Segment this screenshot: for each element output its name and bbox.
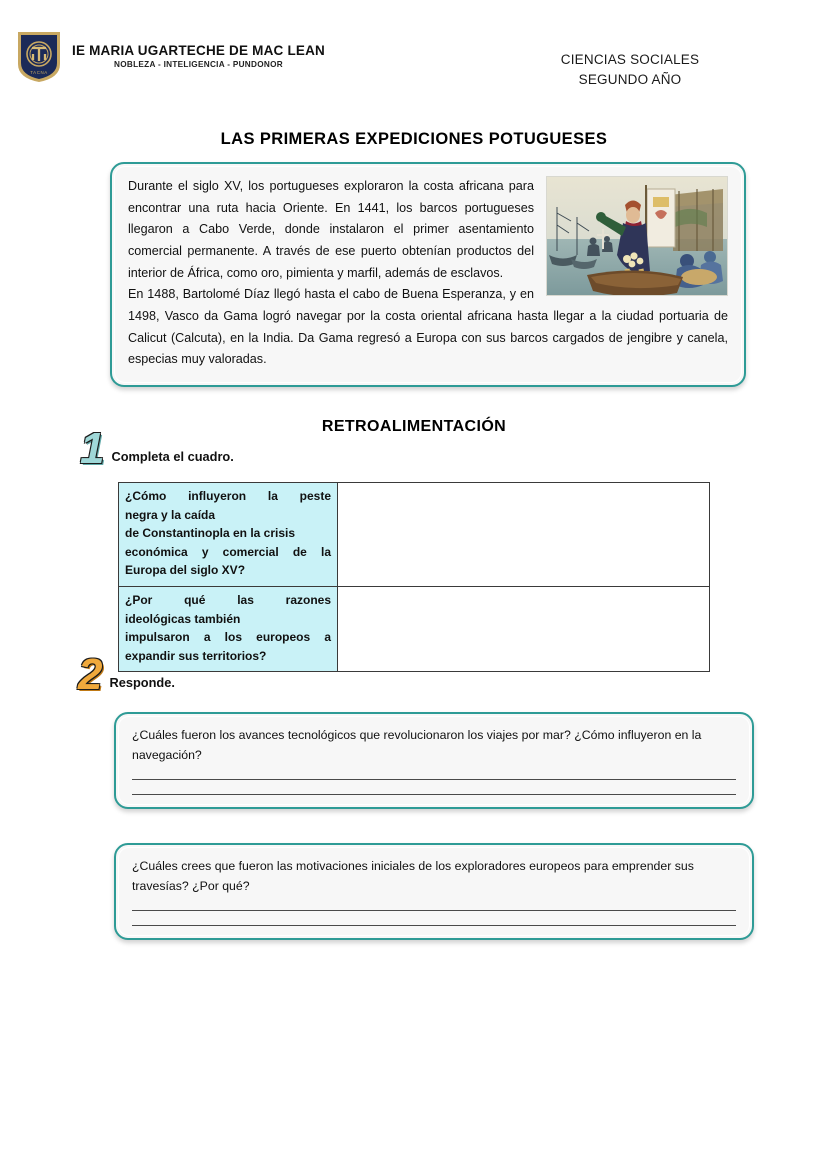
explorer-illustration-image [546,176,728,296]
open-question-box-1 [114,712,754,809]
reading-paragraph-2: En 1488, Bartolomé Díaz llegó hasta el cabo de Buena Esperanza, y en 1498, Vasco da Gama logró navegar por la costa oriental africana hasta llegar a la ciudad portuaria de Calicut (Calcuta), en la India. Da Gama regresó a Europa con sus barcos cargados de jengibre y canela, especias muy valoradas. [128,287,728,367]
school-name: IE MARIA UGARTECHE DE MAC LEAN [72,42,326,58]
reading-paragraph-1: Durante el siglo XV, los portugueses exploraron la costa africana para encontrar una ruta hacia Oriente. En 1441, los barcos portugueses llegaron a Cabo Verde, donde instalaron el primer asentamiento comercial permanente. A través de ese puerto obtenían productos del interior de África, como oro, pimienta y marfil, además de esclavos. [128,179,534,280]
open-question-prompt-2: ¿Cuáles crees que fueron las motivaciones iniciales de los exploradores europeos para emprender sus travesías? ¿Por qué? [132,859,694,893]
page-title: LAS PRIMERAS EXPEDICIONES POTUGUESES [220,130,608,148]
question-2-line-2: ideológicas también [125,611,241,626]
question-1-line-4: económica y comercial de la [125,544,331,559]
question-2-line-1: ¿Por qué las razones [125,592,331,607]
school-motto: NOBLEZA - INTELIGENCIA - PUNDONOR [114,60,283,70]
fill-in-table [118,482,710,672]
question-2-line-3: impulsaron a los europeos a [125,630,331,645]
step-2-number-badge: 2 [78,650,102,699]
open-question-box-2 [114,843,754,940]
answer-line-2a[interactable] [132,910,736,911]
answer-line-1b[interactable] [132,794,736,795]
course-info [470,50,790,89]
question-1-line-5: Europa del siglo XV? [125,563,246,578]
open-question-prompt-1: ¿Cuáles fueron los avances tecnológicos que revolucionaron los viajes por mar? ¿Cómo influyeron en la navegación? [132,728,702,762]
table-row [119,586,710,671]
table-answer-cell-2[interactable] [338,586,710,671]
svg-text:TACNA: TACNA [30,70,48,75]
question-2-line-4: expandir sus territorios? [125,648,267,663]
table-answer-cell-1[interactable] [338,483,710,587]
answer-line-1a[interactable] [132,779,736,780]
question-1-line-2: negra y la caída [125,507,216,522]
step-2-label: Responde. [109,675,175,691]
question-1-line-1: ¿Cómo influyeron la peste [125,489,331,503]
step-1-number-badge: 1 [80,424,104,473]
question-1-line-3: de Constantinopla en la crisis [125,526,296,541]
school-branding [14,28,325,84]
feedback-heading: RETROALIMENTACIÓN [321,418,507,435]
step-1-label: Completa el cuadro. [111,449,234,465]
step-2-marker [78,650,175,699]
course-grade: SEGUNDO AÑO [578,71,682,87]
step-1-marker [80,424,234,473]
course-subject: CIENCIAS SOCIALES [560,52,700,67]
table-row [119,483,710,587]
table-question-cell-1 [119,483,338,587]
page-header [0,24,828,94]
answer-line-2b[interactable] [132,925,736,926]
reading-passage-box [110,162,746,387]
school-crest-icon [14,28,64,84]
